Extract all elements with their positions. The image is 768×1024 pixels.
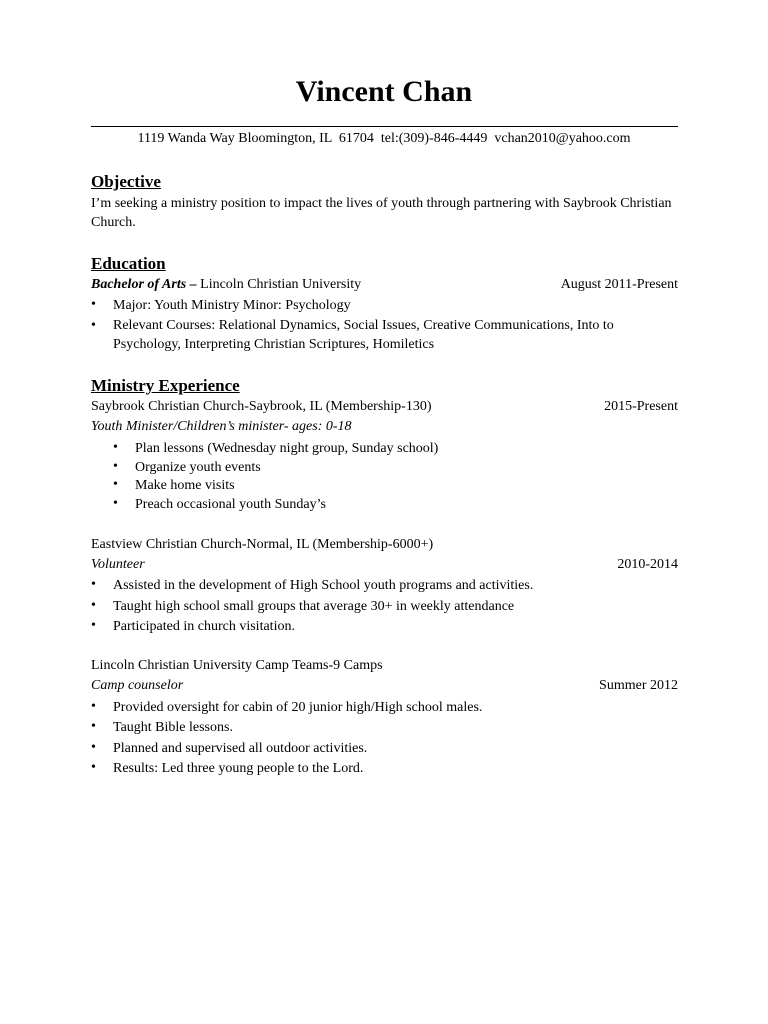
job-bullet: Taught high school small groups that average 30+ in weekly attendance	[113, 599, 515, 614]
resume-name: Vincent Chan	[295, 75, 473, 108]
job-role: Camp counselor	[91, 678, 184, 693]
bullet-marker: •	[91, 318, 96, 333]
bullet-marker: •	[91, 618, 96, 633]
job-org: Lincoln Christian University Camp Teams-9 Camps	[91, 658, 383, 673]
job-role: Youth Minister/Children’s minister- ages: 0-18	[91, 419, 352, 434]
bullet-marker: •	[91, 740, 96, 755]
job-bullet: Participated in church visitation.	[113, 619, 295, 634]
job-bullet: Assisted in the development of High School youth programs and activities.	[113, 578, 534, 593]
job-org: Saybrook Christian Church-Saybrook, IL (Membership-130)	[91, 399, 432, 414]
bullet-marker: •	[113, 459, 118, 474]
job-role: Volunteer	[91, 557, 145, 572]
education-heading: Education	[91, 254, 166, 273]
bullet-marker: •	[113, 477, 118, 492]
bullet-marker: •	[91, 719, 96, 734]
job-dates: 2010-2014	[617, 557, 678, 572]
job-bullet: Preach occasional youth Sunday’s	[135, 497, 326, 512]
ministry-heading: Ministry Experience	[91, 376, 240, 395]
objective-text: I’m seeking a ministry position to impact the lives of youth through partnering with Saybrook Christian Church.	[91, 196, 672, 230]
bullet-marker: •	[91, 297, 96, 312]
contact-line: 1119 Wanda Way Bloomington, IL 61704 tel:(309)-846-4449 vchan2010@yahoo.com	[137, 131, 631, 146]
bullet-marker: •	[113, 440, 118, 455]
job-bullet: Planned and supervised all outdoor activities.	[113, 741, 368, 756]
job-dates: Summer 2012	[599, 678, 678, 693]
job-org: Eastview Christian Church-Normal, IL (Membership-6000+)	[91, 537, 434, 552]
job-bullet: Results: Led three young people to the Lord.	[113, 761, 364, 776]
bullet-marker: •	[113, 496, 118, 511]
job-dates: 2015-Present	[604, 399, 678, 414]
degree-title: Bachelor of Arts –	[91, 277, 197, 292]
education-bullet: Relevant Courses: Relational Dynamics, Social Issues, Creative Communications, Into to Psychology, Interpreting Christian Scriptures, Homiletics	[113, 318, 614, 352]
education-dates: August 2011-Present	[560, 277, 678, 292]
job-bullet: Taught Bible lessons.	[113, 720, 233, 735]
job-bullet: Make home visits	[135, 478, 235, 493]
job-bullet: Organize youth events	[135, 460, 261, 475]
bullet-marker: •	[91, 760, 96, 775]
header-divider	[91, 126, 678, 127]
bullet-marker: •	[91, 598, 96, 613]
objective-heading: Objective	[91, 172, 161, 191]
bullet-marker: •	[91, 577, 96, 592]
job-bullet: Plan lessons (Wednesday night group, Sunday school)	[135, 441, 439, 456]
bullet-marker: •	[91, 699, 96, 714]
degree-school: Lincoln Christian University	[196, 277, 362, 292]
job-bullet: Provided oversight for cabin of 20 junior high/High school males.	[113, 700, 483, 715]
education-bullet: Major: Youth Ministry Minor: Psychology	[113, 298, 351, 313]
